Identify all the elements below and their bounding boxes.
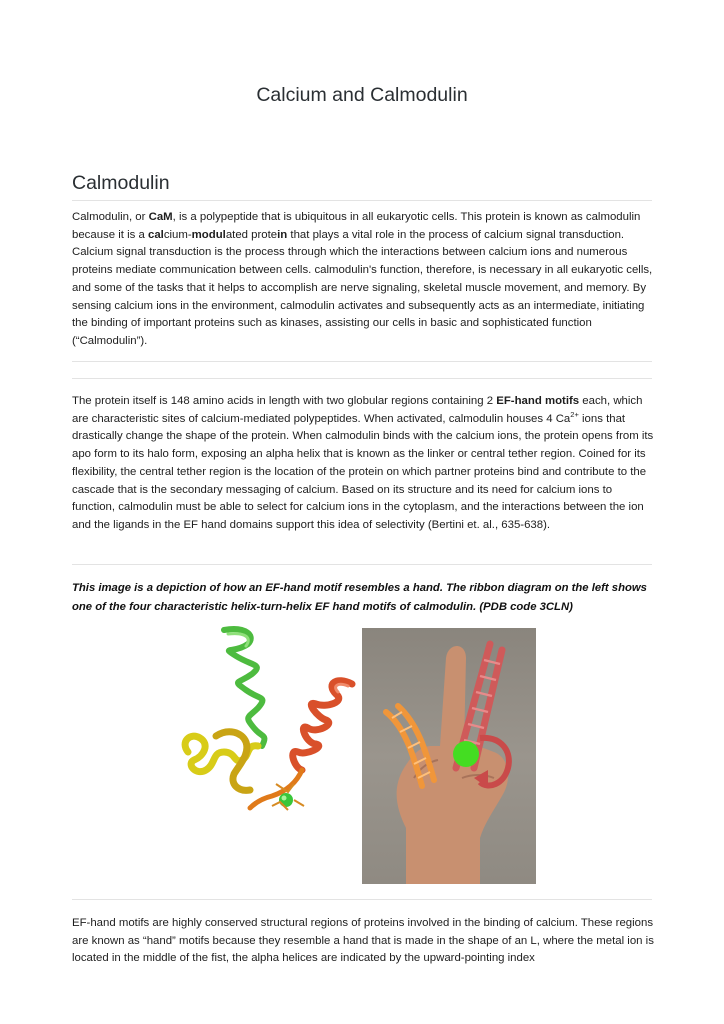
page-title: Calcium and Calmodulin xyxy=(256,84,468,106)
figure-caption: This image is a depiction of how an EF-hand motif resembles a hand. The ribbon diagram on the left shows one of the four characteristic helix-turn-helix EF hand motifs of calmodulin. (PDB code 3CLN) xyxy=(72,582,647,613)
section-heading-calmodulin: Calmodulin xyxy=(72,172,170,194)
divider xyxy=(72,361,652,362)
ribbon-diagram-image xyxy=(176,624,362,814)
ef-hand-paragraph: EF-hand motifs are highly conserved structural regions of proteins involved in the binding of calcium. These regions are known as “hand” motifs because they resemble a hand that is made in the shape of an L, where the metal ion is located in the middle of the fist, the alpha helices are indicated by the upward-pointing index xyxy=(72,917,654,965)
section-divider xyxy=(72,200,652,201)
divider xyxy=(72,899,652,900)
divider xyxy=(72,564,652,565)
structure-paragraph: The protein itself is 148 amino acids in length with two globular regions containing 2 EF-hand motifs each, which are characteristic sites of calcium-mediated polypeptides. When activated, calmodulin houses 4 $Ca^{2+}$ ions that drastically change the shape of the protein. When calmodulin binds with the calcium ions, the protein opens from its apo form to its halo form, exposing an alpha helix that is known as the linker or central tether region. Coined for its flexibility, the central tether region is the location of the protein on which partner proteins bind and contribute to the cascade that is the secondary messaging of calcium. Based on its structure and its need for calcium ions to function, calmodulin must be able to select for calcium ions in the cytoplasm, and the interactions between the ion and the ligands in the EF hand domains support this idea of selectivity (Bertini et. al., 635-638). xyxy=(72,395,654,531)
divider xyxy=(72,378,652,379)
hand-analogy-photo xyxy=(362,628,536,884)
intro-paragraph: Calmodulin, or CaM, is a polypeptide that is ubiquitous in all eukaryotic cells. This protein is known as calmodulin because it is a calcium-modulated protein that plays a vital role in the process of calcium signal transduction. Calcium signal transduction is the process through which the interactions between calcium ions and numerous proteins mediate communication between cells. calmodulin's function, therefore, is necessary in all eukaryotic cells, and some of the tasks that it helps to accomplish are nerve signaling, skeletal muscle movement, and memory. By sensing calcium ions in the environment, calmodulin activates and subsequently acts as an intermediate, initiating the binding of important proteins such as kinases, assisting our cells in basic and sophisticated function (“Calmodulin”). xyxy=(72,211,653,347)
